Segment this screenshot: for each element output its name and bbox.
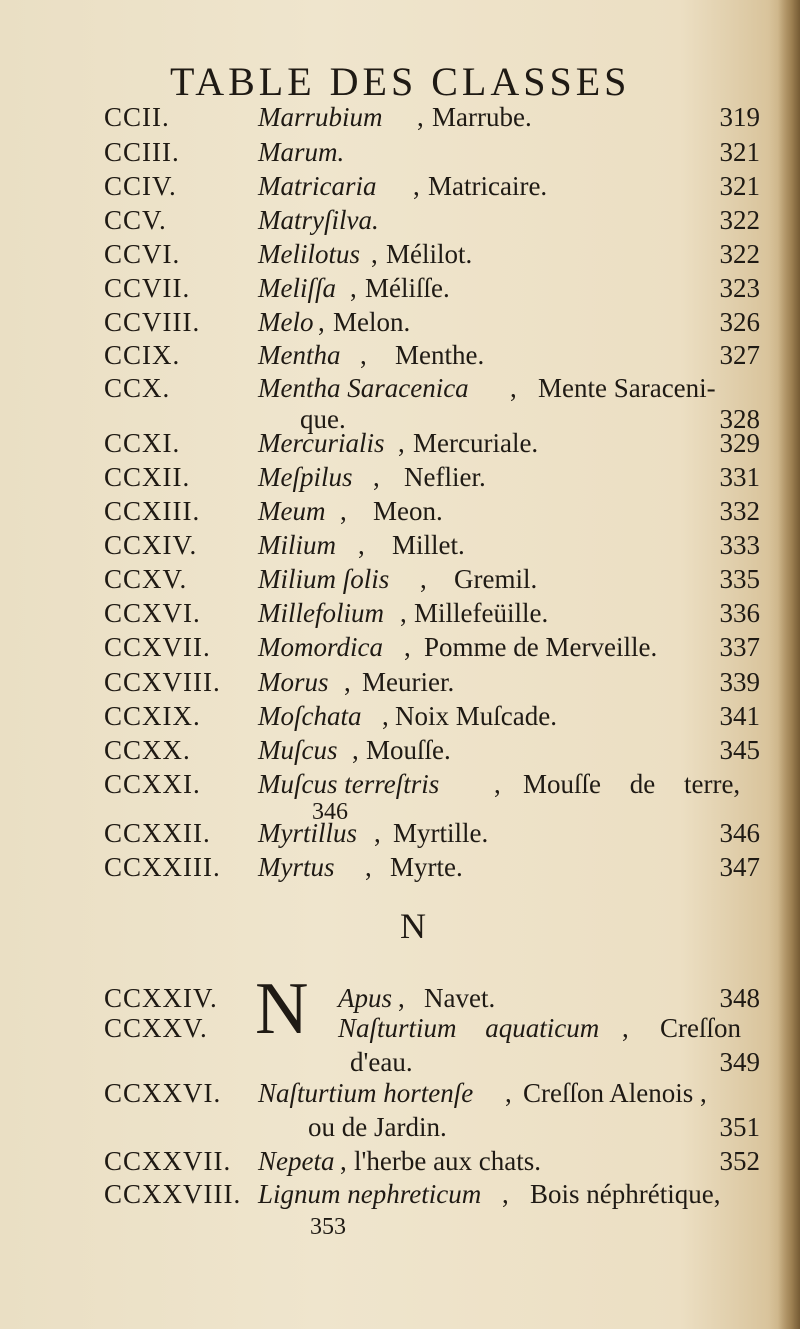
- class-number: CCVI.: [104, 239, 181, 269]
- latin-name: Melilotus: [258, 239, 360, 269]
- class-number: CCXXI.: [104, 769, 201, 799]
- page-number: 329: [719, 428, 760, 458]
- class-number: CCXXIII.: [104, 852, 221, 882]
- comma: ,: [382, 701, 389, 731]
- continuation-text: d'eau.: [350, 1047, 413, 1077]
- comma: ,: [420, 564, 427, 594]
- class-number: CCXX.: [104, 735, 191, 765]
- class-number: CCXVII.: [104, 632, 211, 662]
- comma: ,: [352, 735, 359, 765]
- continuation-page-number: 346: [312, 799, 348, 825]
- comma: ,: [398, 983, 405, 1013]
- page-number: 337: [719, 632, 760, 662]
- class-number: CCXXII.: [104, 818, 211, 848]
- latin-name: Naſturtium aquaticum: [338, 1013, 600, 1043]
- page-number: 336: [719, 598, 760, 628]
- french-name: Navet.: [424, 983, 496, 1013]
- french-name: Menthe.: [395, 340, 485, 370]
- class-number: CCXIII.: [104, 496, 201, 526]
- comma: ,: [344, 667, 351, 697]
- latin-name: Morus: [258, 667, 329, 697]
- comma: ,: [502, 1179, 509, 1209]
- page-number: 341: [719, 701, 760, 731]
- latin-name: Marrubium: [258, 102, 383, 132]
- table-row: [0, 1179, 800, 1219]
- page-number: 319: [719, 102, 760, 132]
- page-number: 328: [719, 404, 760, 434]
- table-row-continuation: [0, 1214, 800, 1254]
- french-name: Pomme de Merveille.: [424, 632, 658, 662]
- page-number: 322: [719, 239, 760, 269]
- comma: ,: [358, 530, 365, 560]
- continuation-text: ou de Jardin.: [308, 1112, 447, 1142]
- table-row: [0, 632, 800, 672]
- french-name: Mouſſe de terre,: [523, 769, 741, 799]
- comma: ,: [340, 496, 347, 526]
- comma: ,: [622, 1013, 629, 1043]
- class-number: CCXI.: [104, 428, 181, 458]
- french-name: Mélilot.: [386, 239, 473, 269]
- french-name: Gremil.: [454, 564, 538, 594]
- french-name: Meurier.: [362, 667, 455, 697]
- class-number: CCXIV.: [104, 530, 198, 560]
- class-number: CCII.: [104, 102, 170, 132]
- french-name: Millet.: [392, 530, 465, 560]
- comma: ,: [374, 818, 381, 848]
- page-number: 351: [719, 1112, 760, 1142]
- french-name: Mercuriale.: [413, 428, 539, 458]
- class-number: CCXVI.: [104, 598, 201, 628]
- latin-name: Mercurialis: [258, 428, 385, 458]
- class-number: CCXXIV.: [104, 983, 218, 1013]
- class-number: CCXII.: [104, 462, 191, 492]
- page-number: 346: [719, 818, 760, 848]
- comma: ,: [350, 273, 357, 303]
- latin-name: Meſpilus: [258, 462, 353, 492]
- french-name: Matricaire.: [428, 171, 548, 201]
- page-number: 327: [719, 340, 760, 370]
- page-number: 345: [719, 735, 760, 765]
- latin-name: Milium ſolis: [258, 564, 390, 594]
- comma: ,: [505, 1078, 512, 1108]
- latin-name: Mentha: [258, 340, 341, 370]
- latin-name: Milium: [258, 530, 336, 560]
- comma: ,: [365, 852, 372, 882]
- class-number: CCIX.: [104, 340, 181, 370]
- page-number: 323: [719, 273, 760, 303]
- class-number: CCXVIII.: [104, 667, 221, 697]
- continuation-page-number: 353: [310, 1214, 346, 1240]
- comma: ,: [417, 102, 424, 132]
- comma: ,: [371, 239, 378, 269]
- latin-name: Millefolium: [258, 598, 384, 628]
- french-name: Millefeüille.: [414, 598, 549, 628]
- french-name: Neflier.: [404, 462, 486, 492]
- class-number: CCIV.: [104, 171, 177, 201]
- latin-name: Muſcus: [258, 735, 338, 765]
- latin-name: Momordica: [258, 632, 383, 662]
- latin-name: Meliſſa: [258, 273, 336, 303]
- latin-name: Matricaria: [258, 171, 377, 201]
- comma: ,: [413, 171, 420, 201]
- french-name: Mente Saraceni-: [538, 373, 716, 403]
- french-name: Noix Muſcade.: [395, 701, 557, 731]
- french-name: Creſſon: [660, 1013, 741, 1043]
- comma: ,: [318, 307, 325, 337]
- page-number: 326: [719, 307, 760, 337]
- page-number: 348: [719, 983, 760, 1013]
- page-number: 339: [719, 667, 760, 697]
- french-name: Meon.: [373, 496, 443, 526]
- latin-name: Myrtus: [258, 852, 335, 882]
- section-letter: N: [400, 906, 426, 946]
- french-name: Myrtille.: [393, 818, 489, 848]
- latin-name: Naſturtium hortenſe: [258, 1078, 474, 1108]
- comma: ,: [398, 428, 405, 458]
- french-name: Méliſſe.: [365, 273, 450, 303]
- comma: ,: [494, 769, 501, 799]
- table-row: [0, 852, 800, 892]
- french-name: Melon.: [333, 307, 411, 337]
- latin-name: Muſcus terreſtris: [258, 769, 440, 799]
- latin-name: Mentha Saracenica: [258, 373, 469, 403]
- latin-name: Marum.: [258, 137, 345, 167]
- comma: ,: [360, 340, 367, 370]
- comma: ,: [404, 632, 411, 662]
- class-number: CCVII.: [104, 273, 191, 303]
- page-number: 347: [719, 852, 760, 882]
- class-number: CCXXV.: [104, 1013, 208, 1043]
- continuation-text: que.: [300, 404, 346, 434]
- latin-name: Nepeta: [258, 1146, 335, 1176]
- comma: ,: [510, 373, 517, 403]
- class-number: CCVIII.: [104, 307, 201, 337]
- page-number: 322: [719, 205, 760, 235]
- latin-name: Meum: [258, 496, 326, 526]
- latin-name: Apus: [338, 983, 392, 1013]
- class-number: CCXXVII.: [104, 1146, 232, 1176]
- latin-name: Matryſilva.: [258, 205, 379, 235]
- french-name: Marrube.: [432, 102, 532, 132]
- class-number: CCIII.: [104, 137, 180, 167]
- class-number: CCX.: [104, 373, 171, 403]
- page-number: 352: [719, 1146, 760, 1176]
- latin-name: Lignum nephreticum: [258, 1179, 482, 1209]
- class-number: CCXIX.: [104, 701, 201, 731]
- page-number: 321: [719, 171, 760, 201]
- latin-name: Myrtillus: [258, 818, 357, 848]
- latin-name: Moſchata: [258, 701, 362, 731]
- class-number: CCXV.: [104, 564, 188, 594]
- class-number: CCXXVIII.: [104, 1179, 242, 1209]
- page-number: 321: [719, 137, 760, 167]
- french-name: Myrte.: [390, 852, 463, 882]
- table-row: [0, 102, 800, 142]
- class-number: CCXXVI.: [104, 1078, 222, 1108]
- page-number: 349: [719, 1047, 760, 1077]
- class-number: CCV.: [104, 205, 167, 235]
- french-name: Creſſon Alenois ,: [523, 1078, 707, 1108]
- page-number: 331: [719, 462, 760, 492]
- comma: ,: [373, 462, 380, 492]
- comma: ,: [340, 1146, 347, 1176]
- page-number: 333: [719, 530, 760, 560]
- comma: ,: [400, 598, 407, 628]
- french-name: Bois néphrétique,: [530, 1179, 721, 1209]
- page-number: 332: [719, 496, 760, 526]
- page-number: 335: [719, 564, 760, 594]
- latin-name: Melo: [258, 307, 314, 337]
- page-title: TABLE DES CLASSES: [170, 59, 631, 104]
- french-name: Mouſſe.: [366, 735, 451, 765]
- french-name: l'herbe aux chats.: [354, 1146, 542, 1176]
- drop-cap: N: [255, 968, 309, 1050]
